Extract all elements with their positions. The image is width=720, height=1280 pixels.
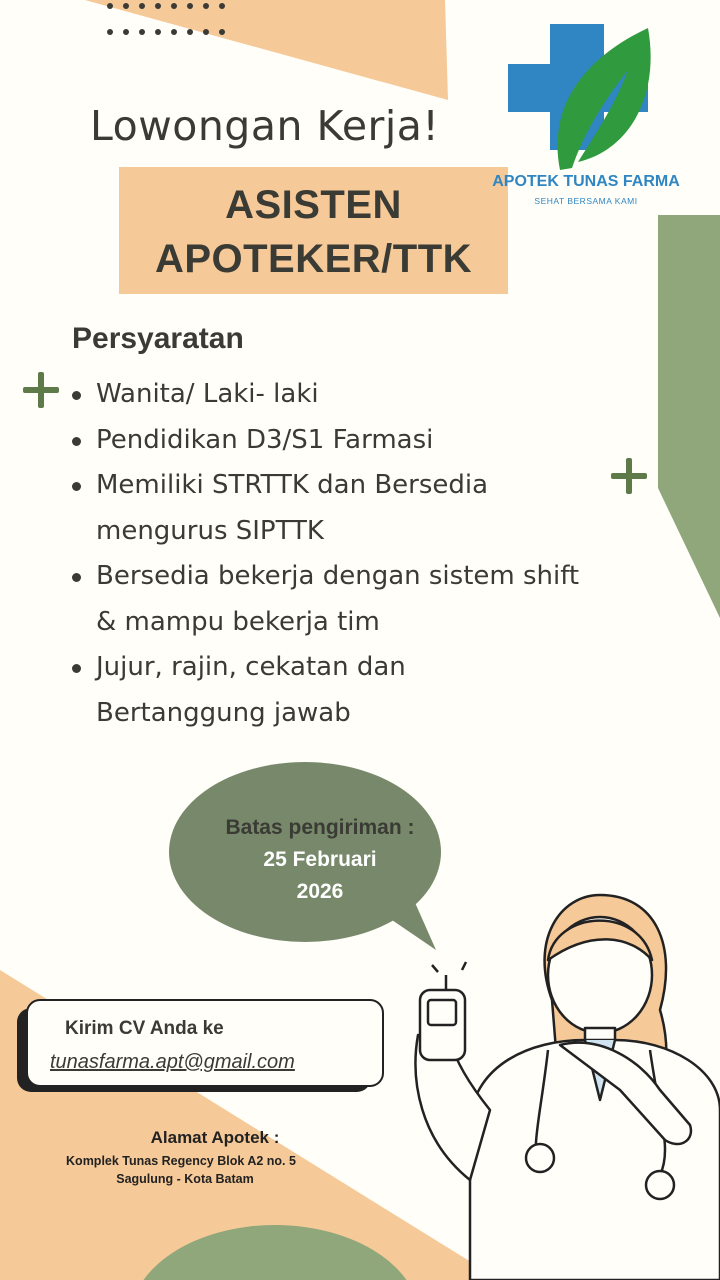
- list-item: Memiliki STRTTK dan Bersedia mengurus SIPTTK: [70, 463, 630, 554]
- headline: Lowongan Kerja!: [90, 102, 440, 150]
- address-line2: Sagulung - Kota Batam: [116, 1172, 254, 1186]
- logo-mark: [508, 24, 651, 170]
- address-label: Alamat Apotek :: [150, 1128, 280, 1147]
- list-item: Bersedia bekerja dengan sistem shift & mampu bekerja tim: [70, 554, 630, 645]
- list-item: Jujur, rajin, cekatan dan Bertanggung jawab: [70, 645, 630, 736]
- cv-email-link[interactable]: tunasfarma.apt@gmail.com: [50, 1051, 295, 1073]
- requirements-list: [70, 372, 630, 736]
- position-title-line2: APOTEKER/TTK: [154, 237, 473, 281]
- position-title-box: [119, 167, 508, 294]
- deadline-year: 2026: [296, 880, 344, 903]
- deadline-date: 25 Februari: [263, 848, 377, 871]
- deadline-text: [185, 812, 455, 908]
- sage-right-shape: [658, 215, 720, 618]
- cv-card: [26, 999, 384, 1087]
- list-item: Wanita/ Laki- laki: [70, 372, 630, 418]
- position-title-line1: ASISTEN: [225, 183, 402, 227]
- list-item: Pendidikan D3/S1 Farmasi: [70, 418, 630, 464]
- cv-label: Kirim CV Anda ke: [65, 1018, 224, 1039]
- logo-name: APOTEK TUNAS FARMA: [492, 173, 680, 190]
- deadline-label: Batas pengiriman :: [225, 816, 415, 839]
- peach-top-shape: [85, 0, 448, 100]
- requirements-title: Persyaratan: [72, 322, 244, 355]
- plus-icon-left: [23, 372, 59, 408]
- address-line1: Komplek Tunas Regency Blok A2 no. 5: [66, 1154, 296, 1168]
- logo-tagline: SEHAT BERSAMA KAMI: [534, 196, 638, 206]
- pharmacist-illustration: [416, 895, 720, 1280]
